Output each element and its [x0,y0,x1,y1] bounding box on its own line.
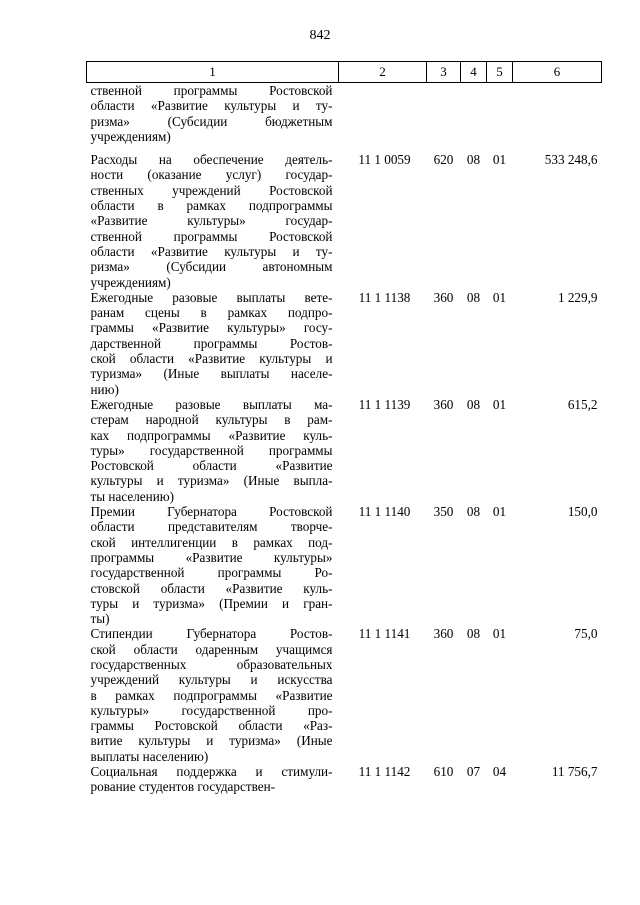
header-col-5: 5 [487,62,513,83]
row-amount: 533 248,6 [544,152,598,168]
description-line: культуры» государственной про- [90,702,333,718]
description-line: ты) [90,611,110,627]
row-description [87,83,339,153]
table-header [87,62,602,83]
row-subsection: 01 [492,289,507,305]
row-subsection: 01 [492,152,507,168]
description-line: области «Развитие культуры и ту- [90,98,333,114]
description-line: ты населению) [90,488,174,504]
row-section: 08 [466,152,481,168]
row-section: 08 [466,626,481,642]
row-amount: 11 756,7 [551,764,598,780]
budget-table-container [86,61,601,795]
description-line: ризма» (Субсидии бюджетным [90,113,333,129]
row-target-code: 11 1 1142 [358,764,411,780]
description-line: рование студентов государствен- [90,779,276,795]
row-section: 08 [466,504,481,520]
row-description [87,504,339,626]
row-section [461,83,487,153]
description-line: «Развитие культуры» государ- [90,213,333,229]
row-section: 07 [466,764,481,780]
table-body [87,83,602,795]
description-line: ской интеллигенции в рамках под- [90,534,333,550]
description-line: учреждений культуры и искусства [90,672,333,688]
table-row [87,152,602,290]
row-target-code: 11 1 1138 [358,289,411,305]
description-line: ках подпрограммы «Развитие куль- [90,427,333,443]
description-line: стовской области «Развитие куль- [90,580,333,596]
row-target-code [339,83,427,153]
table-row [87,397,602,504]
description-line: ской области одаренным учащимся [90,641,333,657]
description-line: граммы «Развитие культуры» госу- [90,320,333,336]
row-expense-type [427,83,461,153]
description-line: стерам народной культуры в рам- [90,412,333,428]
description-line: учреждениям) [90,274,171,290]
table-row [87,504,602,626]
row-subsection: 01 [492,396,507,412]
description-line: ранам сцены в рамках подпро- [90,305,333,321]
row-description [87,626,339,764]
row-amount: 1 229,9 [557,289,598,305]
description-line: учреждениям) [90,128,171,144]
row-expense-type: 360 [433,289,454,305]
description-line: витие культуры и туризма» (Иные [90,733,333,749]
description-line: туризма» (Иные выплаты населе- [90,366,333,382]
row-target-code: 11 1 0059 [358,152,411,168]
description-line: Расходы на обеспечение деятель- [90,152,333,168]
table-row [87,626,602,764]
row-expense-type: 610 [433,764,454,780]
row-description [87,152,339,290]
description-line: туры и туризма» (Премии и гран- [90,595,333,611]
description-line: области в рамках подпрограммы [90,198,333,214]
row-subsection: 01 [492,626,507,642]
description-line: ственных учреждений Ростовской [90,182,333,198]
row-description [87,397,339,504]
row-expense-type: 350 [433,504,454,520]
description-line: Социальная поддержка и стимули- [90,764,333,780]
row-subsection: 04 [492,764,507,780]
row-target-code: 11 1 1140 [358,504,411,520]
row-amount [513,83,602,153]
header-col-3: 3 [427,62,461,83]
description-line: ственной программы Ростовской [90,83,333,98]
description-line: туры» государственной программы [90,442,333,458]
row-expense-type: 620 [433,152,454,168]
row-target-code: 11 1 1139 [358,396,411,412]
description-line: ризма» (Субсидии автономным [90,259,333,275]
description-line: выплаты населению) [90,748,209,764]
row-expense-type: 360 [433,626,454,642]
page-number: 842 [309,28,331,43]
description-line: Ежегодные разовые выплаты ма- [90,396,333,412]
table-row [87,83,602,153]
row-subsection [487,83,513,153]
description-line: программы «Развитие культуры» [90,549,333,565]
row-amount: 615,2 [567,396,598,412]
header-row [87,62,602,83]
row-target-code: 11 1 1141 [358,626,411,642]
table-row [87,764,602,795]
description-line: ственной программы Ростовской [90,228,333,244]
header-col-1: 1 [87,62,339,83]
row-description [87,764,339,795]
row-description [87,290,339,397]
description-line: Ростовской области «Развитие [90,458,333,474]
header-col-6: 6 [513,62,602,83]
description-line: области «Развитие культуры и ту- [90,243,333,259]
row-amount: 150,0 [567,504,598,520]
header-col-4: 4 [461,62,487,83]
description-line: ской области «Развитие культуры и [90,351,333,367]
description-line: ности (оказание услуг) государ- [90,167,333,183]
description-line: Стипендии Губернатора Ростов- [90,626,333,642]
row-amount: 75,0 [574,626,598,642]
description-line: нию) [90,381,119,397]
description-line: Ежегодные разовые выплаты вете- [90,289,333,305]
row-section: 08 [466,289,481,305]
row-section: 08 [466,396,481,412]
description-line: дарственной программы Ростов- [90,335,333,351]
description-line: в рамках подпрограммы «Развитие [90,687,333,703]
description-line: граммы Ростовской области «Раз- [90,718,333,734]
table-row [87,290,602,397]
budget-table [86,61,602,795]
description-line: государственной программы Ро- [90,565,333,581]
description-line: государственных образовательных [90,656,333,672]
description-line: области представителям творче- [90,519,333,535]
row-expense-type: 360 [433,396,454,412]
description-line: Премии Губернатора Ростовской [90,504,333,520]
header-col-2: 2 [339,62,427,83]
row-subsection: 01 [492,504,507,520]
description-line: культуры и туризма» (Иные выпла- [90,473,333,489]
